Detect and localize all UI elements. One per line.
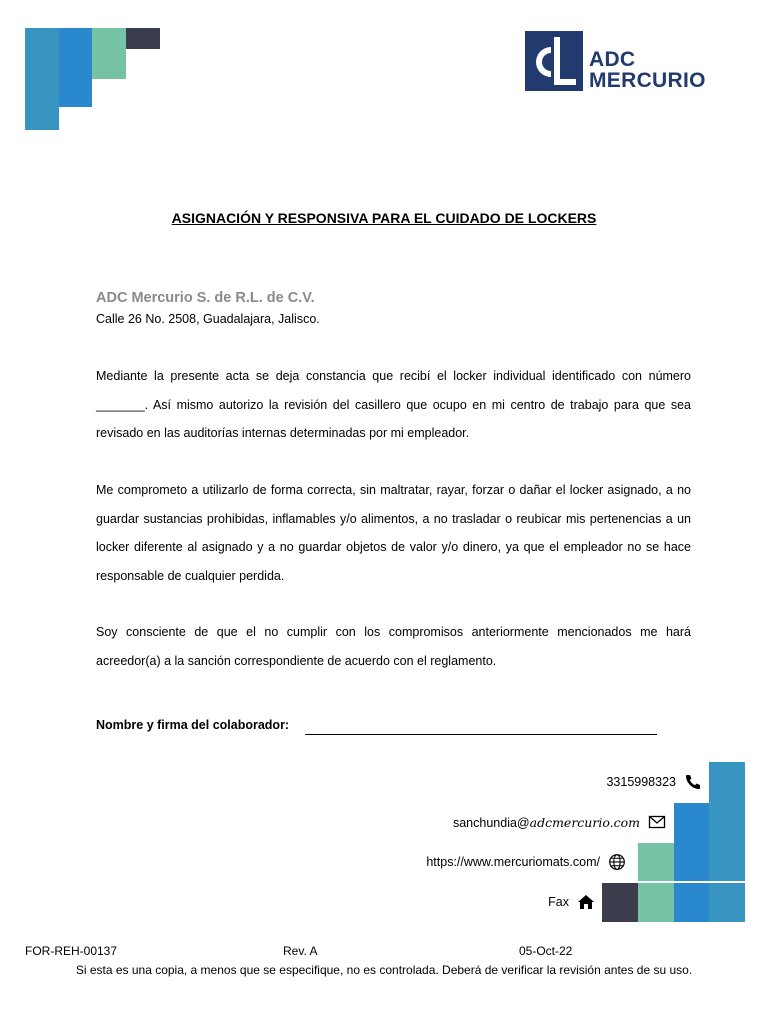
deco-block-teal [25, 28, 59, 130]
deco-divider-line [638, 881, 745, 883]
document-title: ASIGNACIÓN Y RESPONSIVA PARA EL CUIDADO DE LOCKERS [171, 210, 597, 226]
phone-icon [684, 773, 702, 791]
contact-email [453, 813, 666, 831]
deco-block-charcoal [126, 28, 160, 49]
footer-document-code: FOR-REH-00137 [25, 944, 118, 958]
footer-date: 05-Oct-22 [519, 944, 573, 958]
home-icon [577, 893, 595, 911]
email-user: sanchundia@ [452, 815, 530, 830]
deco-block-teal-bottom [709, 762, 745, 922]
paragraph-commitment: Me comprometo a utilizarlo de forma correcta, sin maltratar, rayar, forzar o dañar el locker asignado, a no guardar sustancias prohibidas, inflamables y/o alimentos, a no trasladar o reubicar mis pertenencias a un locker diferente al asignado y a no guardar objetos de valor y/o dinero, ya que el empleador no se hace responsable de cualquier perdida. [96, 483, 691, 583]
fax-label: Fax [548, 895, 569, 909]
website-url: https://www.mercuriomats.com/ [426, 855, 600, 869]
signature-line [305, 734, 657, 735]
contact-website [426, 853, 626, 871]
deco-block-blue [59, 28, 92, 107]
footer-revision: Rev. A [283, 944, 318, 958]
envelope-icon [648, 813, 666, 831]
email-domain: adcmercurio.com [529, 814, 640, 830]
paragraph-receipt: Mediante la presente acta se deja constancia que recibí el locker individual identificado con número _______. Así mismo autorizo la revisión del casillero que ocupo en mi centro de trabajo para que sea revisado en las auditorías internas determinadas por mi empleador. [96, 369, 691, 440]
company-address: Calle 26 No. 2508, Guadalajara, Jalisco. [96, 312, 320, 326]
signature-label: Nombre y firma del colaborador: [96, 718, 290, 732]
footer-copy-notice: Si esta es una copia, a menos que se especifique, no es controlada. Deberá de verificar la revisión antes de su uso. [75, 963, 693, 977]
logo-line2: MERCURIO [589, 69, 706, 92]
logo-mark-icon [525, 31, 583, 91]
logo-wordmark [589, 49, 706, 91]
logo-line1: ADC [589, 48, 636, 71]
deco-block-mint [92, 28, 126, 79]
globe-icon [608, 853, 626, 871]
contact-fax [548, 893, 595, 911]
phone-number: 3315998323 [606, 775, 676, 789]
email-address [453, 815, 640, 830]
company-name: ADC Mercurio S. de R.L. de C.V. [96, 290, 315, 306]
deco-block-charcoal-bottom [602, 883, 638, 922]
deco-block-blue-bottom [674, 803, 709, 922]
paragraph-sanction: Soy consciente de que el no cumplir con los compromisos anteriormente mencionados me hará acreedor(a) a la sanción correspondiente de acuerdo con el reglamento. [96, 625, 691, 668]
contact-phone [606, 773, 702, 791]
